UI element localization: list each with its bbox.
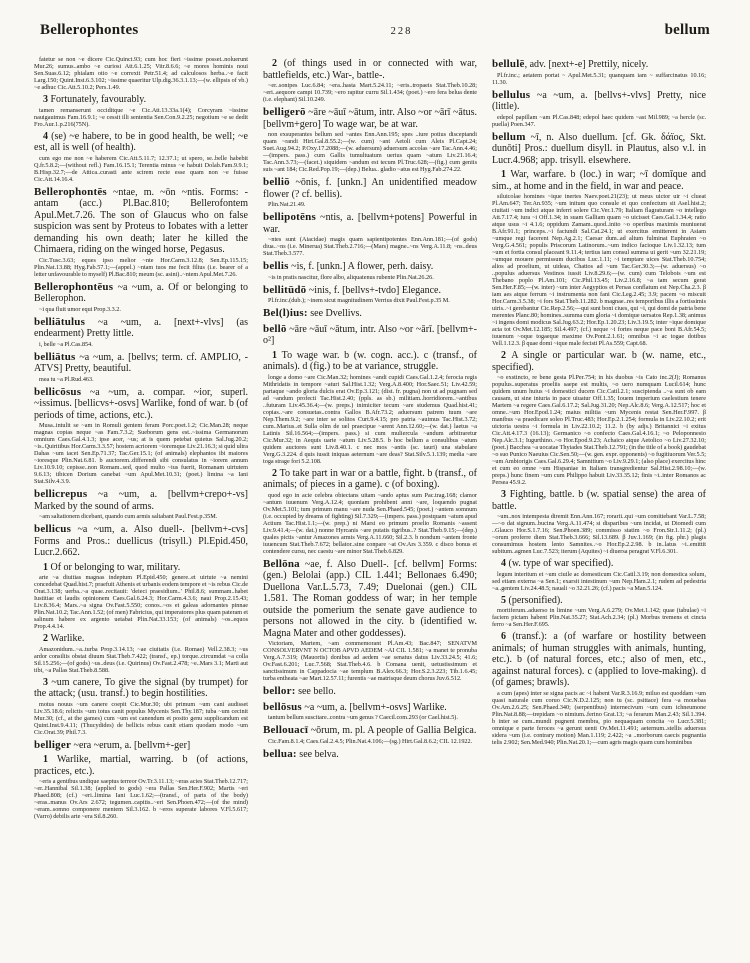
entry-paragraph [263,686,477,698]
sense-paragraph [263,468,477,491]
citation-paragraph: Pl.fr.inc.(dub.); ~inem sicut magnitudinem Verrius dixit Paul.Fest.p.35 M. [268,297,450,304]
sense-text: Warlike, martial, warring. b (of actions, practices, etc.). [34,754,248,777]
sense-paragraph [492,350,706,373]
citation-paragraph: cum ego me non ~e haberem Cic.Att.5.11.7; 12.37.1; ut spero, se..belle habebit Q.fr.5.8.2;—(without refl.) Fam.16.15.1; Terentia minus ~e habuit Dolab.Fam.9.9.1; B.Hisp.32.7;—de Attica..curasti ante scirem recte esse quam non ~e fuisse Cic.Att.14.16.4. [34,154,248,183]
sense-text: (personified). [508,594,563,606]
entry-text: ~ntae, m. ~ōn ~ntis. Forms: -antam (acc.) Pl.Bac.810; Bellerofontem Apul.Met.7.26. The son of Glaucus who on false suspicion was sent by Proteus to Iobates with a letter demanding his own death; later he killed the Chimaera, riding on the winged horse, Pegasus. [34,186,248,255]
headword: Bellōna [263,557,300,570]
headword: Bel(l)ius: [263,307,308,319]
entry-text: ~a ~um, a. [bellvm+-osvs] Warlike. [301,701,447,713]
entry-paragraph [263,749,477,761]
citation-paragraph: mortiferum..aduerso in limine ~um Verg.A.6.279; Ov.Met.1.142; quae (tabulae) ~i faciem pictam habent Plin.Nat.35.27; Stat.Ach.2.34; (pl.) Morbus tremens et cincta ferro ~a Sen.Her.F.695. [492,607,706,628]
sense-paragraph [34,94,248,106]
entry-paragraph [263,261,477,273]
citation-paragraph: Amazonidum..~a..turba Prop.3.14.13; ~ae ciuitatis (i.e. Romae) Vell.2.38.3; ~us ardor consiliis obstat diuum Stat.Theb.7.422; (transf., ep.) torque..circumdat ~a colla Sil.15.256;—(of gods) ~us..deus (i.e. Quirinus) Ov.Fast.2.478; ~e..Mars 3.1; Marti aut tibi, ~a Pallas Stat.Theb.8.588. [34,645,248,674]
entry-text: ~āre ~āuī ~ātum, intr. Also ~or ~ārī. [bellvm+-o²] [263,323,477,346]
guide-word-left: Bellerophontes [40,22,139,38]
citation-paragraph: ~am saltationem dicebant, quando cum armis saltabant Paul.Fest.p.35M. [39,513,218,520]
sense-paragraph [263,350,477,373]
sense-text: Warlike. [50,633,85,644]
sense-paragraph [492,595,706,607]
citation-paragraph: siluicolae homines ~ique inertes Naev.poet.21(23); ut meus uictor uir ~i clueat Pl.Am.647; Ter.An.935; ~um initum quo consule et quo confectum sit Asel.hist.2; ciuitati ~um indici atque inferri solere Cic.Ver.1.79; Italiam flagraturam ~o intellego Att.7.17.4; iura ~i Off.1.34; in suam Galliam quam ~o uicisset Caes.Gal.1.34.4; ratio atque usus ~i 4.1.6; oppidum Zamam..quod..inito ~o operibus maximis muniuerat B.Afr.91.1; princeps..~i faciundi Sal.Cat.24.1; ut exercitus emitterent in Asiam ~umque regi facerent Nep.Ag.2.1; Caesar dum..ad altum fulminat Euphraten ~o Verg.G.4.561; populis Priscorum Latinorum..~um indico facioque Liv.1.32.13; tum ~um et fortia consul placeant 9.11.4; tertius iam consul summa ui gerit ~um 32.21.19; ~umque mouere permissum ducibus Luc.1.11; ~i temptare uices Stat.Theb.10.754; alios ad proelium, ut uideas, Chattos ad ~um Tac.Ger.30.3;—(w. aduersus) ~o ..populus aduersus Vestinos iussit Liv.8.29.6;—(w. cum) cum Telobois ~um est Thebano poplo Pl.Am.101; Cic.Phil.13.45; Liv.2.16.8; ~a iam secum gerat Sen.Her.F.85;—(w. inter) ~um inter Aegyptios et Persas conflatum est Nep.Cha.2.3. β iam aes atque ferrum ~i instrumenta non fani Cic.Leg.2.45; 3.9; pacem ~o miscuit Hor.Carm.3.5.38; ~i fors Stat.Theb.11.282. b magnae..res temporibus illis a fortissimis uiris..~i gerebantur Cic.Rep.2.56;—qui sunt boni ciues, qui ~i, qui domi de patria bene merentes Planc.80; homines..summa cum gloria ~i domique uersatos Rep.1.38; animus ~i ingens domi modicus Sal.Jug.63.2; Hor.Ep.1.20.23; Liv.3.19.5; inter ~ique domique acta tot Ov.Met.12.185; Sil.4.497; (cf.) neque ~i fortes neque pace boni B.Afr.54.5; iuuenum ~oque togaeque maxime Ov.Pont.2.1.61; omnibus ~i ac togae dotibus Vell.1.12.3. β quae domi ~ique male fecisti Pl.As.559; Capt.68. [492,193,706,347]
entry-text: ~a ~um, a. Of or belonging to Bellerophon. [34,281,248,304]
citation-paragraph: edepol papillam ~am Pl.Cas.848; edepol haec quidem ~ast Mil.989; ~a hercle (sc. puella) Poen.347. [492,113,706,128]
entry-paragraph [34,317,248,340]
sense-number: 1 [43,561,48,573]
sense-number: 2 [43,633,48,644]
entry-paragraph [34,740,248,752]
entry-text: ~a ~um, a. compar. ~ior, superl. ~issimus. [bellicvs+-osvs] Warlike, fond of war. b (of periods of time, actions, etc.). [34,386,248,421]
headword: bellipotēns [263,211,316,223]
entry-text: , adv. [next+-e] Prettily, nicely. [524,59,649,70]
sense-number: 4 [43,130,48,142]
headword: Bellerophontēus [34,280,114,293]
headword: Bellouacī [263,724,309,736]
entry-text: see belva. [296,748,339,760]
citation-paragraph: legum interitum et ~um ciuile ac domesticum Cic.Catil.3.19; non domestica solum, sed etiam externa ~a Sen.1; exarsit intestinum ~um Nep.Ham.2.1; rudem ad pedestria ~a..gentem Liv.24.48.5; nauali ~o 32.21.26; (cf.) pacis ~a Man.5.124. [492,570,706,592]
entry-text: ~ae, f. Also Duell-. [cf. bellvm] Forms: (gen.) Belolai (app.) CIL 1.441; Bellonaes 6.490; Duellona Var.L.5.73, 7.49; Duelonai (gen.) CIL 1.581. The Roman goddess of war; in her temple outside the pomerium the senate gave audience to persons not allowed in the city. b (identified w. Magna Mater and other goddesses). [263,558,477,639]
entry-paragraph [492,90,706,113]
headword: bellitūdō [263,283,307,296]
citation-paragraph: a cum (apes) inter se signa pacis ac ~i habent Var.R.3.16.9; miluo est quoddam ~um quasi naturale cum coruo Cic.N.D.2.125; non tu (sc. psittace) fera ~a mouebas Ov.Am.2.6.25; Sen.Phaed.340; (serpentibus) internecivum ~um cum ichneumone Plin.Nat.8.88;—trepidam ~o nimium..ferino Grat.13; ~a ferarum Man.2.43; Sil.1.394. b inter se cum..mundi pugnent membra, pio nequaquam concita ~o Lucr.5.381; omnique e parte feroces ~a gerunt uenti Ov.Met.11.491; aeternum..stellis aduersus sidera ~um (i.e. contrary motion) Man.1.119; 2.422; ~a ..morborum caecis pugnantia telis 2.902; Sen.Med.940; Plin.Nat.20.1;—cum agris magis quam cum hominibus [492,689,706,746]
headword: bellulus [492,88,531,101]
headword: belliger [34,738,72,751]
entry-paragraph [263,702,477,714]
entry-paragraph [34,352,248,375]
citation-paragraph: Cic.Fam.8.1.4; Caes.Gal.2.4.5; Plin.Nat.4.106;—(sg.) Hirt.Gal.8.6.2; CIL 12.1922. [268,737,473,745]
citation-paragraph: tamen remanserunt occiditque ~e Cic.Att.13.33a.1(4); Corcyram ~issime nauigauimus Fam.16.9.1; ~e cessit illi sententia Sen.Con.9.2.25; negotium ~e se dedit Fro.Aur.1.p.216(75N). [34,106,248,128]
headword: bellua: [263,747,297,760]
entry-text: ~is, f. [unkn.] A flower, perh. daisy. [288,261,434,272]
entry-paragraph [34,282,248,305]
entry-paragraph [34,187,248,256]
entry-text: see bello. [295,686,336,697]
citation-paragraph: mea tu ~a Pl.Rud.463. [39,375,94,383]
headword: bellulē [492,58,525,70]
entry-text: ~a ~um, a. [bellvs; term. cf. AMPLIO, -ATVS] Pretty, beautiful. [34,351,248,374]
column-3 [492,55,706,939]
sense-number: 3 [43,676,48,688]
headword: belliātus [34,350,76,363]
headword: bellicus [34,523,72,535]
sense-paragraph [492,169,706,192]
headword: bellum [492,130,526,143]
citation-paragraph: ~um..nox intempesta diremit Enn.Ann.167; rorarii..qui ~um comittebant Var.L.7.58;—~o dat signum..bucina Verg.A.11.474; si disparibus ~um incidat, ut Diomedi cum ..Glauco Hor.S.1.7.16; Sen.Phoen.389; commisso statim ~o Fron.Str.1.11.2; (pl.) ~orum proferre diem Stat.Theb.3.666; Sil.13.689. β Juv.1.169; (in fig. phr.) plagis consumimus hostem lento Samnites..~o Hor.Ep.2.2.98. b in..latus ~i..emittit subitum..agmen Luc.7.523; iterum (Aquites) ~i diuersa peragrat V.Fl.6.301. [492,513,706,555]
sense-paragraph [34,562,248,574]
sense-paragraph [34,633,248,645]
sense-paragraph [492,558,706,570]
sense-number: 2 [272,467,277,479]
citation-paragraph: ~ntes sunt (Aiacidae) magis quam sapientipotentes Enn.Ann.181;—(of gods) diua..~ns (i.e. Minerua) Stat.Theb.2.716;—(Mars) magne..~ns Verg.A.11.8; ~ns..deus Stat.Theb.3.577. [263,236,477,257]
entry-paragraph [263,212,477,235]
citation-paragraph: motus nouus ~um canere coepit Cic.Mur.30; ubi primum ~um cani audisset Liv.35.18.6; relictis ~um totus canit populus Mycenis Sen.Thy.187; tuba ~um cecinit Mur.30; (cf., at the games) cum ~um est canendum et posito genu supplicandum est Quint.Inst.9.4.11; (Thucydides) de bellicis rebus canit etiam quodam modo ~um Cic.Orat.39; Phil.7.3. [34,700,248,736]
column-1 [34,55,248,939]
text-columns [34,55,716,939]
headword: bellis [263,260,289,272]
headword: bellō [263,322,287,335]
entry-text: see Dvellivs. [307,308,362,319]
sense-text: To take part in war or a battle, fight. b (transf., of animals; of pieces in a game). c (of boxing). [263,467,477,490]
entry-text: ~era ~erum, a. [bellvm+-ger] [71,739,191,751]
sense-paragraph [34,677,248,700]
sense-text: To wage war. b (w. cogn. acc.). c (transf., of animals). d (fig.) to be at variance, struggle. [263,349,477,372]
column-2 [263,55,477,939]
entry-paragraph [263,107,477,130]
citation-paragraph: ~is in pratis nascitur, flore albo, aliquatenus rubente Plin.Nat.26.26. [268,273,434,281]
entry-text: ~ōnis, f. [unkn.] An unidentified meadow flower (? cf. bellis). [263,177,477,200]
citation-paragraph: Victoriam, Martem, ~am commemorant Pl.Am.43; Bac.847; SENATVM CONSOLVERVNT N OCTOB APVD AEDEM ~AI CIL 1.581; ~a manet te pronuba Verg.A.7.319; (Mauortis) donibus ad aedem ~ae senatus datus Liv.33.24.5; 41.6; Ov.Fast.6.201; Luc.7.568; Stat.Theb.4.6. b Comana uenit, uetustissimum et sanctissimum in Cappadocia ~ae templum B.Alex.66.3; Hor.S.2.3.223; Tib.1.6.45; turba entheata ~ae Mart.12.57.11; furentis ~ae matrisque deum chorus Juv.6.512. [263,640,477,682]
sense-paragraph [492,631,706,689]
sense-text: Fighting, battle. b (w. spatial sense) the area of battle. [492,489,706,512]
sense-text: A single or particular war. b (w. name, etc., specified). [492,350,706,373]
citation-paragraph: arte ~a diuitias magnas indeptum Pl.Epid.450; genere..et uirtute ~a nemini concedebat Quad.hist.7; praefuit Athenis et urbanis eodem tempore et ~is rebus Cic.de Orat.3.138; uerba..~a quae..recitauit: 'deieci praesidium..' Phil.8.6; summam..habet Iustitiae et laudis opinionem Caes.Gal.6.24.3; Hor.Carm.4.3.6; naui Prop.2.15.43; Liv.8.36.4; Mars..~a signa Ov.Fast.5.550; conos..~os et galeas adornantes pinnae Plin.Nat.10.2; Tac.Ann.1.52; (of men) Fabricius, qui imperatores plus quam pateram et salinum habere ex argento uetabat Plin.Nat.33.153; (of animals) ~os..equos Prop.4.4.14. [34,574,248,630]
citation-paragraph: ~er..sonipes Luc.6.84; ~era..hasta Mart.5.24.11; ~eris..tropaeis Stat.Theb.10.28; ~eri..aequore campi 10.739; ~ero rapitur curru Sil.1.434; (poet.) ~ero fera belua dente (i.e. elephant) Sil.10.249. [263,82,477,103]
citation-paragraph: ~eris a gentibus undique saeptus terreor Ov.Tr.3.11.13; ~eras acies Stat.Theb.12.717; ~er..Hannibal Sil.1.38; (applied to gods) ~era Pallas Sen.Her.F.902; Martis ~eri Phaed.808; (cf.) ~eri..limina Iani Luc.1.62;—(transf., of parts of the body) ~eras..manus Ov.Ars 2.672; tegumen..capitis..~eri Sen.Phoen.472;—(of the mind) ~eram..somno componere mentem Sil.3.162. b ~eros superate labores V.Fl.5.617; (Varro) debilis arte ~era Sil.8.260. [34,778,248,820]
sense-number: 3 [43,94,48,105]
entry-paragraph [263,308,477,320]
headword: bellicrepus [34,488,88,500]
headword: belliō [263,176,290,188]
citation-paragraph: Plin.Nat.21.49. [268,201,306,208]
entry-paragraph [34,524,248,559]
entry-text: ~ōrum, m. pl. A people of Gallia Belgica. [308,725,477,736]
citation-paragraph: Pl.fr.inc.; aetatem portat ~ Apul.Met.5.31; quanquam iam ~ suffarcinatus 10.16; 11.30. [492,71,706,86]
entry-paragraph [34,387,248,422]
entry-text: ~ntis, a. [bellvm+potens] Powerful in war. [263,212,477,235]
page-header [34,22,716,39]
citation-paragraph: ~i qua fluit umor equi Prop.3.3.2. [39,305,121,313]
sense-paragraph [34,131,248,154]
sense-paragraph [34,754,248,777]
citation-paragraph: longe a domo ~are Cic.Man.32; homines ~andi cupidi Caes.Gal.1.2.4; ferocia regis Mithridatis in tempore ~aturi Sal.Hist.1.32; Verg.A.8.400; Hor.Saec.51; Liv.42.59; partaque ~ando gloria dulcis erat Ov.Ep.3.121; (dist. fr. pugna) non ut ad pugnam sed ad ~andum profecti Tac.Hist.2.40; (ppls. as sb.) militiam..horridiorem..~antibus ..futuram Liv.45.36.4;—(w. preps.) inimiciter tecum ~are studemus Quad.hist.41; copias..~are consuetas..contra Gallos B.Afr.73.2; aduersum patrem tuum ~are Nep.Them.9.2; ~are inter se solitos Curt.9.4.15; pro patria ~auimus Tac.Hist.3.72; cum..Marius..et Sulla olim de uel praecipue ~arent Ann.12.60;—(w. dat.) laetus ~a Latinis Sil.16.564;—(impers. pass.) si cum muliercula ~andum arbitraretur Cic.Mur.32; in Aequis uarie ~atum Liv.5.28.5. b hoc bellum a consulibus ~atum quidem auctores sunt Liv.8.40.1. c nec mos ~antis (sc. tauri) una stabulare Verg.G.3.224. d quis iussit iniquas aeternum ~are deas? Stat.Silv.5.1.139; media ~are toga strage fori 5.2.108. [263,373,477,465]
entry-text: ~a ~um, a. [bellvs+-vlvs] Pretty, nice (little). [492,89,706,112]
sense-number: 3 [501,489,506,500]
sense-number: 2 [501,350,506,361]
headword: belligerō [263,106,306,118]
sense-text: (se) ~e habere, to be in good health, be well; ~e est, all is well (of health). [34,130,248,153]
guide-word-right: bellum [664,22,710,38]
entry-paragraph [34,489,248,512]
entry-text: ~āre ~āuī ~ātum, intr. Also ~or ~ārī ~ātus. [bellvm+gero] To wage war, be at war. [263,107,477,130]
headword: Bellerophontēs [34,185,107,198]
citation-paragraph: ~o exstincto, re bene gesta Pl.Per.754; in his duobus ~is Cato inc.2(J); Romanus populus..superatus proeliis saepe est multis, ~o uero numquam Lucil.614; hunc quidem unum huius ~i domestici ducem Cic.Catil.2.1; suscipienda ..~a sunt ob eam causam, ut sine iniuria in pace uiuatur Off.1.35; Iouem imperium caelestium tenere Martem ~a regere Caes.Gal.6.17.2; Sal.Jug.31.20; Nep.Alc.8.6; Verg.A.12.517; hoc et omne..~um Hor.Epod.1.24; maius militia ~um Mycenis restat Sen.Her.F.997. β manibus ~a praedicare soleo Pl.Truc.483; Hor.Ep.2.1.254; formula in Liv.22.10.2; erit uictoria uestra ~i formula in Liv.22.10.2; 11.2. b (by adjs.) Britannici ~i exitus Cic.Att.4.17.3 (16.13); Germanico ~o confecto Caes.Gal.4.16.1; ~o Peloponnesio Nep.Alc.3.1; Iugurthino..~o Hor.Epod.9.23; Achaico atque Aetolico ~o Liv.27.32.10; (poet.) Bacchea ~a uocatae Thyiades Stat.Theb.12.791; (in the title of a book) gaudebat ~o suo Punico Naeuius Cic.Sen.50;—(w. gen. expr. opponents) ~o fugitiuorum Ver.5.5; ~um Ambiorigis Caes.Gal.6.29.4; Samnitium ~o Liv.9.29.1; (also place) exercitus hinc et cum eo omne ~um Hispaniae in Italiam transgredientur Sal.Hist.2.98.10;—(w. preps.) hunc finem ~um cum Philippo habuit Liv.33.35.12; finis ~i..inter Romanos ac Persea 45.9.2. [492,374,706,486]
entry-paragraph [263,559,477,640]
entry-text: ~a ~um, a. Also duell-. [bellvm+-cvs] Forms and Pros.: duellicus (trisyll.) Pl.Epid.450, Lucr.2.662. [34,524,248,558]
sense-text: (transf.): a (of warfare or hostility between animals; of human struggles with animals, hunting, etc.). b (of natural forces, etc.; also of men, etc., against natural forces). c (applied to love-making). d (of games; brawls). [492,631,706,688]
entry-text: ~a ~um, a. [next+-vlvs] (as endearment) Pretty little. [34,316,248,339]
sense-text: War, warfare. b (loc.) in war; ~ī domīque and sim., at home and in the field, in war and peace. [492,169,706,192]
citation-paragraph: non exsuperantes bellum sed ~antes Enn.Ann.195; spes ..iure potius disceptandi quam ~randi Hirt.Gal.8.55.2;—(w. cum) ~ant Aetoli cum Aleis Pl.Capt.24; Suet.Aug.94.2; P.Oxy.17.2088;—(w. aduersum) aduersum accolas ~are Tac.Ann.4.46;—(impers. pass.) cum Gallis tumultuatum uerius quam ~atum Liv.21.16.4; Tac.Ann.3.73;—(facet.) siquidem ~andum est tecum Pl.Truc.628;—(fig.) cum geniis suis ~ant 184; Cic.Red.Pop.19;—(dep.) Belua.. gladio ~atus est Hyg.Fab.274.22. [263,131,477,173]
sense-text: Of or belonging to war, military. [50,561,181,573]
sense-text: (w. type of war specified). [508,558,614,569]
entry-paragraph [263,285,477,297]
sense-number: 6 [501,631,506,642]
sense-paragraph [263,58,477,81]
entry-text: ~a ~um, a. [bellvm+crepo+-vs] Marked by the sound of arms. [34,489,248,512]
entry-text: ~inis, f. [bellvs+-tvdo] Elegance. [306,284,441,296]
sense-number: 2 [272,58,277,69]
entry-text: ~ī, n. Also duellum. [cf. Gk. δάϊος, Skt. dunōti] Pros.: duellum disyll. in Plautus, also v.l. in Lucr.4.968; app. trisyll. elsewhere. [492,131,706,166]
sense-number: 1 [501,169,506,180]
entry-paragraph [263,725,477,737]
citation-paragraph: tantum bellum suscitare..contra ~um genus ? Caecil.com.293 (or Cael.hist.5). [268,714,458,721]
citation-paragraph: fatetur se non ~e dicere Cic.Quinct.93; cum hoc fieri ~issime posset..noluerunt Mur.26; sumus..ambo ~e curiosi Att.6.1.25; Vitr.8.6.6; ~e mores hominis noui Sen.Suas.6.12; phialam otio ~e correxit Petr.51.4; ad calculosos herba..~e facit Larg.150; Quint.Inst.6.3.102; ~issime quaeritur Ulp.dig.36.3.1.13;—(w. ellipsis of vb.) ~e adhuc Cic.Att.5.10.2; Pers.1.49. [34,56,248,91]
headword: belliātulus [34,315,86,328]
headword: bellor: [263,685,296,697]
entry-paragraph [492,132,706,167]
sense-number: 1 [43,754,48,765]
citation-paragraph: i, belle ~a Pl.Cas.854. [39,340,93,348]
entry-paragraph [492,59,706,71]
sense-text: ~um canere, To give the signal (by trumpet) for the attack; (usu. transf.) to begin hostilities. [34,676,248,699]
citation-paragraph: Musa..intulit se ~am in Romuli gentem feram Porc.poet.1.2; Cic.Man.28; neque magnas copias neque ~as Fam.7.3.2; Sueborum gens est..~issima Germanorum omnium Caes.Gal.4.1.3; ipse acer, ~us; at is quem petebat quietus Sal.Jug.20.2; ~is..Quiritibus Hor.Carm.3.3.57; hostem acriorem ~ioremque Liv.21.16.3; si quid ultra Dahas ~um iacet Sen.Ep.71.37; Tac.Ger.15.1; (of animals) elephantos ibi maiores ~ioresque Plin.Nat.6.81. b auctorem..differendi sibi consulatus in ~iorem annum Liv.10.9.10; cepisse..non Romam..sed, quod multo ~ius fuerit, Romanam uirtutem 9.6.13; tibicen Dorium canebat ~um Apul.Met.10.31; (poet.) limina ~a Iani Stat.Silv.4.3.9. [34,422,248,485]
sense-text: Fortunately, favourably. [50,94,147,105]
sense-number: 5 [501,594,506,606]
headword: bellōsus [263,700,302,713]
sense-text: (of things used in or connected with war, battlefields, etc.) War-, battle-. [263,58,477,81]
sense-paragraph [492,489,706,512]
entry-paragraph [263,177,477,200]
sense-number: 1 [272,349,277,361]
citation-paragraph: Cic.Tusc.3.63; eques ipso melior ~nte Hor.Carm.3.12.8; Sen.Ep.115.15; Plin.Nat.13.88; Hyg.Fab.57.1;—(appel.) ~ntam tuos me fecit filius (i.e. bearer of a letter unfavourable to myself) Pl.Bac.810; meum (sc. asini)..~ntem Apul.Met.7.26. [34,256,248,278]
headword: bellicōsus [34,385,82,398]
page-number: 228 [390,26,413,37]
entry-paragraph [263,324,477,347]
sense-number: 4 [501,558,506,569]
citation-paragraph: quod ego in acie celebra obiectans uitam ~ando aptus sum Pac.trag.168; clamor ~antum iuuenum Verg.A.12.4; quoniam prohibent anni ~are, loquendo pugnat Ov.Met.5.101; tum primum manu ~are nuda Sen.Phaed.545; (poet.) ~antem somnum (i.e. occupied by dreams of fighting) Sil.7.329;—(impers. pass.) postquam ~atum apud Actium Tac.Hist.1.1;—(w. prep.) ni Marsi eo primum proelio Romanis ~assent Liv.9.41.4;—(w. dat.) nonne Hyrcanis ~are putatis tigribus..? Stat.Theb.9.15;—(dep.) quales pictis ~antur Amazones armis Verg.A.11.660; Sil.2.3. b nondum ~antem fronte iuuencum Stat.Theb.7.672; bellator..sine conpare ~at Ov.Ars 3.359. c disco bonus et contendere cursu, nec caestu ~are minor Stat.Theb.6.829. [263,491,477,555]
